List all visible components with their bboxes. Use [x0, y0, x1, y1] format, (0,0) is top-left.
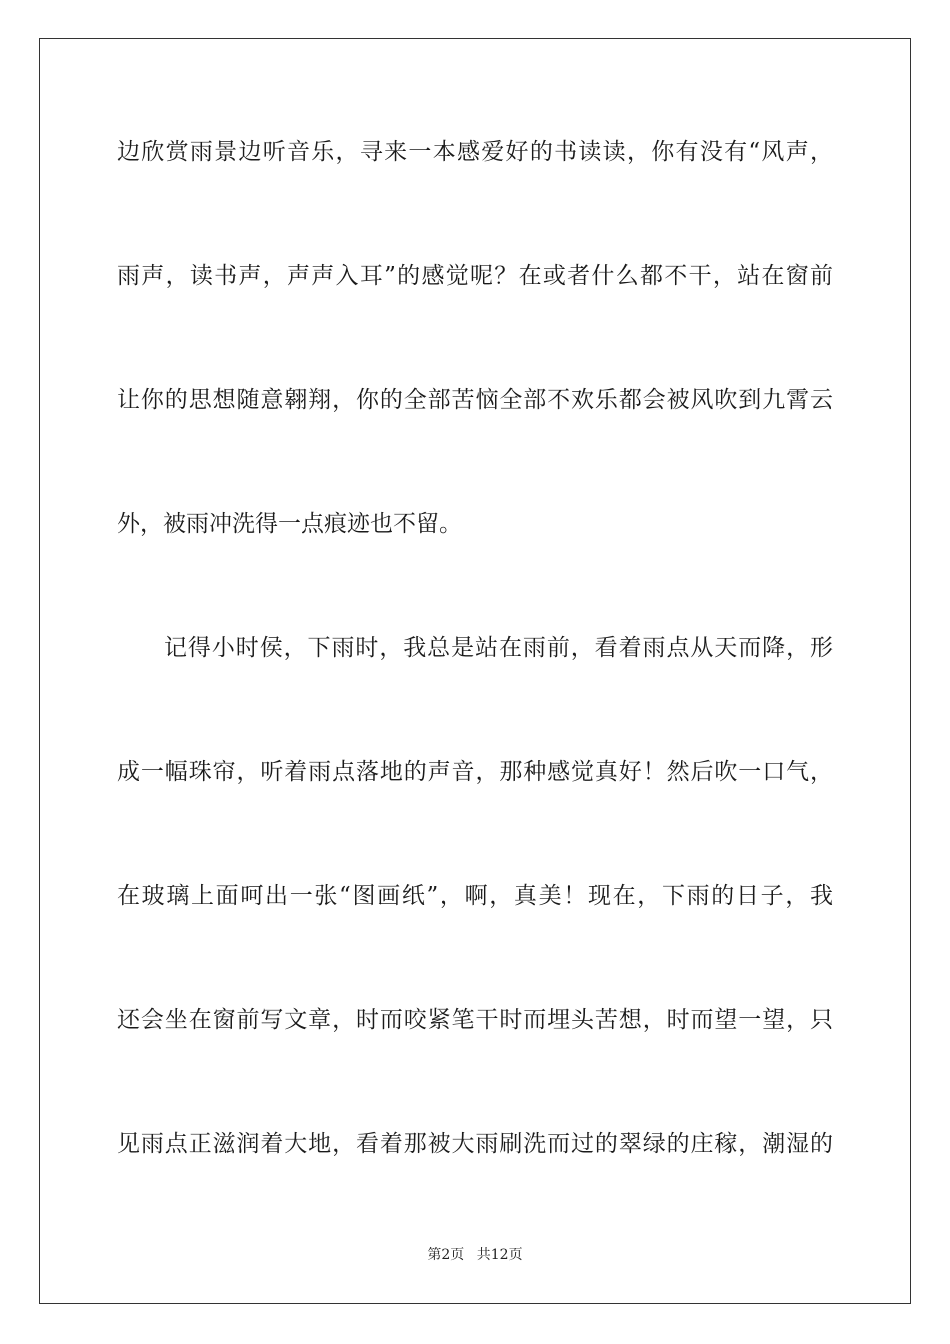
body-text-line: 在玻璃上面呵出一张“图画纸”，啊，真美！现在，下雨的日子，我 [117, 883, 833, 909]
body-text-line: 边欣赏雨景边听音乐，寻来一本感爱好的书读读，你有没有“风声， [117, 139, 833, 165]
page-border [39, 38, 911, 1304]
paragraph-first-line: 记得小时侯，下雨时，我总是站在雨前，看着雨点从天而降，形 [164, 635, 833, 661]
body-text-line: 还会坐在窗前写文章，时而咬紧笔干时而埋头苦想，时而望一望，只 [117, 1007, 833, 1033]
body-text-line: 见雨点正滋润着大地，看着那被大雨刷洗而过的翠绿的庄稼，潮湿的 [117, 1131, 833, 1157]
body-text-line: 让你的思想随意翱翔，你的全部苦恼全部不欢乐都会被风吹到九霄云 [117, 387, 833, 413]
page-footer [0, 1246, 950, 1264]
body-text-line: 外，被雨冲洗得一点痕迹也不留。 [117, 511, 462, 537]
page-total: 共12页 [476, 1247, 523, 1263]
page-number: 第2页 [427, 1247, 465, 1263]
body-text-line: 成一幅珠帘，听着雨点落地的声音，那种感觉真好！然后吹一口气， [117, 759, 833, 785]
body-text-line: 雨声，读书声，声声入耳”的感觉呢？在或者什么都不干，站在窗前 [117, 263, 833, 289]
